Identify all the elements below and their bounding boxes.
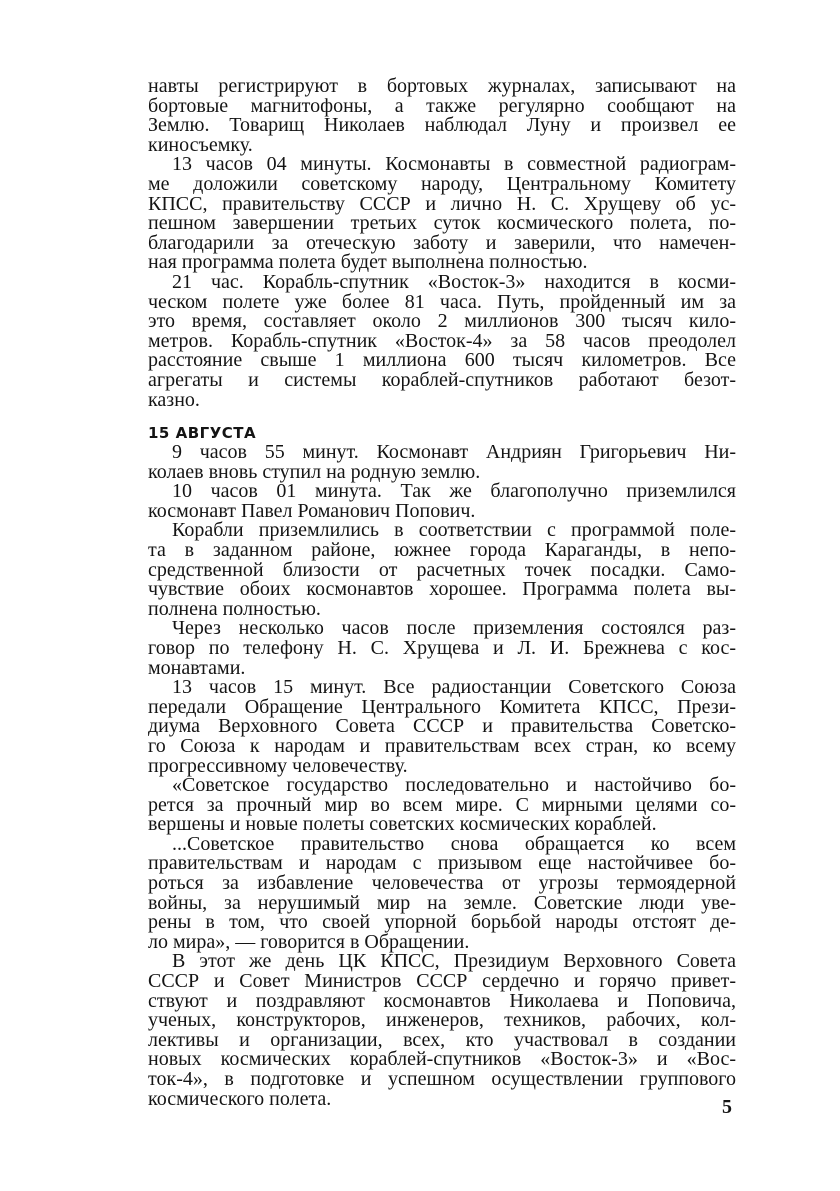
text-line: киносъемку.	[148, 133, 253, 156]
text-line: ческом полете уже более 81 часа. Путь, пройденный им за	[148, 290, 736, 313]
text-line: та в заданном районе, южнее города Караганды, в непо-	[148, 538, 736, 561]
text-line: передали Обращение Центрального Комитета КПСС, Прези-	[148, 695, 736, 718]
text-line: диума Верховного Совета СССР и правительства Советско-	[148, 715, 736, 738]
text-line: говор по телефону Н. С. Хрущева и Л. И. Брежнева с кос-	[148, 636, 736, 659]
text-line: го Союза к народам и правительствам всех стран, ко всему	[148, 734, 736, 757]
text-line: полнена полностью.	[148, 597, 321, 620]
text-line: чувствие обоих космонавтов хорошее. Программа полета вы-	[148, 578, 736, 601]
text-block-top	[148, 77, 736, 410]
text-line: ток-4», в подготовке и успешном осуществлении группового	[148, 1068, 736, 1090]
text-line: ...Советское правительство снова обращается ко всем	[172, 832, 736, 855]
section-heading: 15 АВГУСТА	[148, 424, 257, 442]
text-line: Корабли приземлились в соответствии с программой поле-	[172, 519, 736, 542]
text-line: бортовые магнитофоны, а также регулярно сообщают на	[148, 94, 736, 117]
text-line: новых космических кораблей-спутников «Восток-3» и «Вос-	[148, 1048, 736, 1071]
text-line: казно.	[148, 388, 200, 411]
text-line: КПСС, правительству СССР и лично Н. С. Хрущеву об ус-	[148, 192, 736, 215]
text-line: средственной близости от расчетных точек посадки. Само-	[148, 558, 736, 581]
text-line: навты регистрируют в бортовых журналах, записывают на	[148, 75, 736, 97]
text-line: ученых, конструкторов, инженеров, техников, рабочих, кол-	[148, 1009, 736, 1032]
text-line: рены в том, что своей упорной борьбой народы отстоят де-	[148, 911, 736, 934]
text-line: 13 часов 15 минут. Все радиостанции Советского Союза	[172, 676, 736, 699]
text-line: вершены и новые полеты советских космических кораблей.	[148, 813, 657, 836]
text-line: войны, за нерушимый мир на земле. Советские люди уве-	[148, 891, 736, 914]
text-line: Через несколько часов после приземления состоялся раз-	[172, 617, 736, 640]
text-line: ло мира», — говорится в Обращении.	[148, 930, 470, 953]
text-line: роться за избавление человечества от угрозы термоядерной	[148, 872, 736, 895]
text-line: космического полета.	[148, 1087, 332, 1110]
text-line: благодарили за отеческую заботу и заверили, что намечен-	[148, 231, 736, 254]
text-line: «Советское государство последовательно и настойчиво бо-	[172, 774, 736, 797]
text-line: лективы и организации, всех, кто участвовал в создании	[148, 1028, 736, 1051]
text-line: ная программа полета будет выполнена полностью.	[148, 251, 588, 274]
text-line: 21 час. Корабль-спутник «Восток-3» находится в косми-	[172, 270, 736, 293]
text-line: метров. Корабль-спутник «Восток-4» за 58 часов преодолел	[148, 329, 736, 352]
text-line: ствуют и поздравляют космонавтов Николаева и Поповича,	[148, 989, 736, 1012]
text-line: 10 часов 01 минута. Так же благополучно приземлился	[172, 480, 736, 503]
text-line: рется за прочный мир во всем мире. С мирными целями со-	[148, 793, 736, 816]
text-line: Землю. Товарищ Николаев наблюдал Луну и произвел ее	[148, 114, 736, 137]
text-line: агрегаты и системы кораблей-спутников работают безот-	[148, 368, 736, 391]
text-line: правительствам и народам с призывом еще настойчивее бо-	[148, 852, 736, 875]
text-line: расстояние свыше 1 миллиона 600 тысяч километров. Все	[148, 349, 736, 372]
text-line: монавтами.	[148, 656, 246, 679]
text-line: В этот же день ЦК КПСС, Президиум Верховного Совета	[172, 950, 736, 973]
text-line: пешном завершении третьих суток космического полета, по-	[148, 212, 736, 235]
text-line: космонавт Павел Романович Попович.	[148, 499, 476, 522]
text-line: это время, составляет около 2 миллионов 300 тысяч кило-	[148, 310, 736, 333]
text-line: 13 часов 04 минуты. Космонавты в совместной радиограм-	[172, 153, 736, 176]
text-line: 9 часов 55 минут. Космонавт Андриян Григорьевич Ни-	[172, 441, 736, 463]
page-number: 5	[722, 1096, 732, 1118]
text-block-bottom	[148, 443, 736, 1109]
text-line: ме доложили советскому народу, Центральному Комитету	[148, 172, 736, 195]
text-line: прогрессивному человечеству.	[148, 754, 408, 777]
text-line: СССР и Совет Министров СССР сердечно и горячо привет-	[148, 970, 736, 993]
text-line: колаев вновь ступил на родную землю.	[148, 460, 481, 483]
